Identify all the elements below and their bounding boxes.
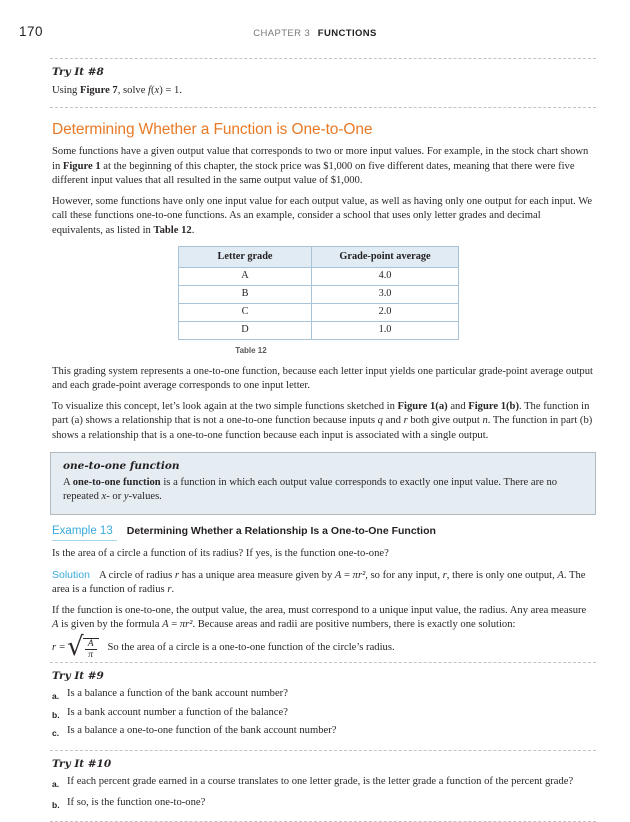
- list-item: [52, 796, 594, 813]
- radical-icon: √: [67, 636, 84, 658]
- table-row: [179, 268, 459, 286]
- solution-paragraph-2: If the function is one-to-one, the output value, the area, must correspond to a unique input value, the radius. Any area measure A is given by the formula A = πr². Because areas and radii are positive numbers, there is exactly one solution:: [52, 604, 594, 633]
- try-it-9-title: Try It #9: [52, 669, 594, 684]
- table-row: [179, 322, 459, 340]
- definition-box-title: one-to-one function: [63, 459, 583, 474]
- formula-line: [52, 635, 594, 662]
- grade-table-wrap: [50, 246, 596, 359]
- list-item: [52, 724, 594, 741]
- running-head: [0, 0, 630, 40]
- fraction: [83, 638, 99, 661]
- solution-label: Solution: [52, 569, 90, 581]
- paragraph-stock-chart: Some functions have a given output value that corresponds to two or more input values. For example, in the stock chart shown in Figure 1 at the beginning of this chapter, the stock price was $1,000 on five different dates, meaning that there were five different input values that all resulted in the same output value of $1,000.: [50, 145, 596, 189]
- table-caption: Table 12: [50, 344, 452, 359]
- try-it-10-list: [52, 775, 594, 812]
- table-row: [179, 286, 459, 304]
- item-marker: a.: [52, 687, 67, 704]
- try-it-8-section: [50, 58, 596, 108]
- definition-box-body: A one-to-one function is a function in which each output value corresponds to exactly one input value. There are no repeated x- or y-values.: [63, 476, 583, 505]
- table-cell: B: [179, 286, 312, 304]
- table-cell: 3.0: [312, 286, 459, 304]
- solution-paragraph-1: [52, 568, 594, 598]
- example-title: Determining Whether a Relationship Is a One-to-One Function: [127, 524, 436, 539]
- table-row: [179, 304, 459, 322]
- table-cell: 2.0: [312, 304, 459, 322]
- chapter-label: CHAPTER 3: [253, 28, 310, 39]
- list-item: [52, 687, 594, 704]
- example-label: Example 13: [52, 524, 117, 542]
- table-cell: D: [179, 322, 312, 340]
- try-it-9-section: [50, 662, 596, 750]
- example-13: [50, 524, 596, 662]
- item-text: If each percent grade earned in a course translates to one letter grade, is the letter grade a function of the percent grade?: [67, 775, 594, 792]
- paragraph-one-to-one-intro: However, some functions have only one input value for each output value, as well as having only one output for each input. We call these functions one-to-one functions. As an example, consider a school that uses only letter grades and decimal equivalents, as listed in Table 12.: [50, 195, 596, 239]
- item-marker: c.: [52, 724, 67, 741]
- fraction-denominator: π: [85, 650, 96, 661]
- example-head: [52, 524, 594, 542]
- list-item: [52, 775, 594, 792]
- table-header-gpa: Grade-point average: [312, 247, 459, 268]
- table-header-row: [179, 247, 459, 268]
- fraction-numerator: A: [85, 639, 97, 651]
- square-root-expression: [67, 636, 98, 661]
- try-it-8-body: Using Figure 7, solve f(x) = 1.: [52, 84, 594, 99]
- definition-box: [50, 452, 596, 515]
- chapter-title: FUNCTIONS: [318, 28, 377, 39]
- paragraph-visualize: To visualize this concept, let’s look again at the two simple functions sketched in Figure 1(a) and Figure 1(b). The function in part (a) shows a relationship that is not a one-to-one function because inputs q and r both give output n. The function in part (b) shows a relationship that is a one-to-one function because each input is associated with a single output.: [50, 400, 596, 444]
- section-heading: Determining Whether a Function is One-to-One: [52, 120, 596, 139]
- grade-table: [178, 246, 459, 340]
- page-number: 170: [19, 24, 43, 39]
- formula-equals: =: [59, 641, 65, 656]
- item-text: Is a balance a function of the bank account number?: [67, 687, 594, 704]
- paragraph-grading-system: This grading system represents a one-to-one function, because each letter input yields one particular grade-point average output and each grade-point average corresponds to one input letter.: [50, 365, 596, 394]
- item-marker: b.: [52, 796, 67, 813]
- solution-text-1: A circle of radius r has a unique area measure given by A = πr², so for any input, r, there is only one output, A. The area is a function of radius r.: [52, 570, 585, 596]
- item-text: Is a balance a one-to-one function of the bank account number?: [67, 724, 594, 741]
- example-question: Is the area of a circle a function of its radius? If yes, is the function one-to-one?: [52, 547, 594, 562]
- try-it-10-section: [50, 750, 596, 822]
- table-cell: A: [179, 268, 312, 286]
- table-cell: C: [179, 304, 312, 322]
- chapter-heading: [253, 28, 377, 39]
- try-it-10-title: Try It #10: [52, 757, 594, 772]
- formula-conclusion: So the area of a circle is a one-to-one function of the circle’s radius.: [108, 641, 395, 656]
- try-it-9-list: [52, 687, 594, 741]
- table-header-letter-grade: Letter grade: [179, 247, 312, 268]
- item-marker: a.: [52, 775, 67, 792]
- page-content: [50, 58, 596, 822]
- item-text: Is a bank account number a function of the balance?: [67, 706, 594, 723]
- item-marker: b.: [52, 706, 67, 723]
- table-cell: 1.0: [312, 322, 459, 340]
- item-text: If so, is the function one-to-one?: [67, 796, 594, 813]
- formula-lhs: r: [52, 641, 56, 656]
- list-item: [52, 706, 594, 723]
- table-cell: 4.0: [312, 268, 459, 286]
- try-it-8-title: Try It #8: [52, 65, 594, 80]
